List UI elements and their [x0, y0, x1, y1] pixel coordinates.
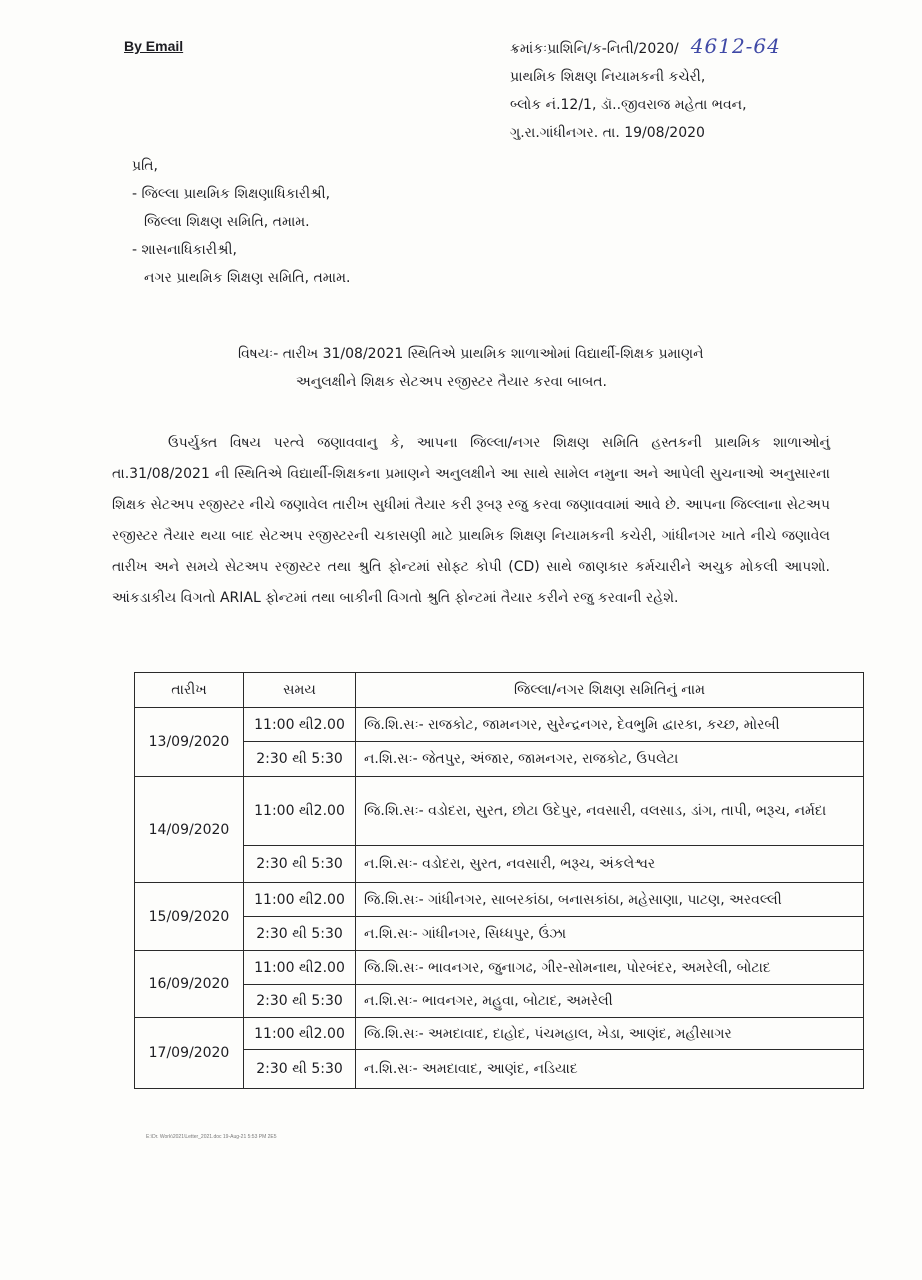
handwritten-number: 4612-64	[690, 34, 781, 58]
recipient-line: - જિલ્લા પ્રાથમિક શિક્ષણાધિકારીશ્રી,	[132, 186, 331, 202]
subject-line: વિષયઃ- તારીખ 31/08/2021 સ્થિતિએ પ્રાથમિક શાળાઓમાં વિદ્યાર્થી-શિક્ષક પ્રમાણને	[238, 346, 704, 362]
time-cell: 11:00 થી2.00	[244, 777, 356, 846]
date-cell: 15/09/2020	[135, 883, 244, 951]
office-line: પ્રાથમિક શિક્ષણ નિયામકની કચેરી,	[510, 69, 706, 85]
committee-cell: ન.શિ.સઃ- વડોદરા, સુરત, નવસારી, ભરૂચ, અંકલેશ્વર	[356, 846, 864, 883]
salutation: પ્રતિ,	[132, 158, 158, 174]
committee-cell: ન.શિ.સઃ- જેતપુર, અંજાર, જામનગર, રાજકોટ, ઉપલેટા	[356, 742, 864, 777]
body-paragraph-block	[112, 428, 830, 614]
reference-number: ક્રમાંકઃપ્રાશિનિ/ક-નિતી/2020/	[510, 41, 679, 57]
table-row	[135, 708, 864, 742]
recipient-line: - શાસનાધિકારીશ્રી,	[132, 242, 237, 258]
date-cell: 14/09/2020	[135, 777, 244, 883]
reference-line	[510, 32, 910, 63]
by-email-label: By Email	[124, 38, 184, 54]
committee-cell: જિ.શિ.સઃ- રાજકોટ, જામનગર, સુરેન્દ્રનગર, દેવભુમિ દ્વારકા, કચ્છ, મોરબી	[356, 708, 864, 742]
subject-block	[238, 340, 878, 396]
recipient-line: નગર પ્રાથમિક શિક્ષણ સમિતિ, તમામ.	[144, 270, 351, 286]
time-cell: 2:30 થી 5:30	[244, 917, 356, 951]
committee-cell: ન.શિ.સઃ- અમદાવાદ, આણંદ, નડિયાદ	[356, 1050, 864, 1089]
date-cell: 16/09/2020	[135, 951, 244, 1018]
recipients-block	[132, 152, 350, 292]
time-cell: 2:30 થી 5:30	[244, 1050, 356, 1089]
table-row	[135, 985, 864, 1018]
office-address-block	[510, 32, 910, 147]
committee-cell: જિ.શિ.સઃ- ભાવનગર, જુનાગઢ, ગીર-સોમનાથ, પોરબંદર, અમરેલી, બોટાદ	[356, 951, 864, 985]
body-paragraph: ઉપર્યુક્ત વિષય પરત્વે જણાવવાનુ કે, આપના જિલ્લા/નગર શિક્ષણ સમિતિ હસ્તકની પ્રાથમિક શાળાઓનું તા.31/08/2021 ની સ્થિતિએ વિદ્યાર્થી-શિક્ષકના પ્રમાણને અનુલક્ષીને આ સાથે સામેલ નમુના અને આપેલી સુચનાઓ અનુસારના શિક્ષક સેટઅપ રજીસ્ટર નીચે જણાવેલ તારીખ સુધીમાં તૈયાર કરી રૂબરૂ રજુ કરવા જણાવવામાં આવે છે. આપના જિલ્લાના સેટઅપ રજીસ્ટર તૈયાર થયા બાદ સેટઅપ રજીસ્ટરની ચકાસણી માટે પ્રાથમિક શિક્ષણ નિયામકની કચેરી, ગાંધીનગર ખાતે નીચે જણાવેલ તારીખ અને સમયે સેટઅપ રજીસ્ટર તથા શ્રુતિ ફોન્ટમાં સોફ્ટ કોપી (CD) સાથે જાણકાર કર્મચારીને અચુક મોકલી આપશો. આંકડાકીય વિગતો ARIAL ફોન્ટમાં તથા બાકીની વિગતો શ્રુતિ ફોન્ટમાં તૈયાર કરીને રજુ કરવાની રહેશે.	[112, 435, 830, 606]
schedule-table	[134, 672, 864, 1089]
time-cell: 11:00 થી2.00	[244, 1018, 356, 1050]
table-row	[135, 951, 864, 985]
time-cell: 2:30 થી 5:30	[244, 985, 356, 1018]
table-row	[135, 777, 864, 846]
time-cell: 11:00 થી2.00	[244, 951, 356, 985]
committee-cell: ન.શિ.સઃ- ગાંધીનગર, સિધ્ધપુર, ઉંઝા	[356, 917, 864, 951]
time-cell: 11:00 થી2.00	[244, 708, 356, 742]
date-cell: 13/09/2020	[135, 708, 244, 777]
committee-cell: ન.શિ.સઃ- ભાવનગર, મહુવા, બોટાદ, અમરેલી	[356, 985, 864, 1018]
header-time: સમય	[244, 673, 356, 708]
committee-cell: જિ.શિ.સઃ- વડોદરા, સુરત, છોટા ઉદેપુર, નવસારી, વલસાડ, ડાંગ, તાપી, ભરૂચ, નર્મદા	[356, 777, 864, 846]
header-date: તારીખ	[135, 673, 244, 708]
committee-cell: જિ.શિ.સઃ- અમદાવાદ, દાહોદ, પંચમહાલ, ખેડા, આણંદ, મહીસાગર	[356, 1018, 864, 1050]
header-committee: જિલ્લા/નગર શિક્ષણ સમિતિનું નામ	[356, 673, 864, 708]
office-date-line: ગુ.રા.ગાંધીનગર. તા. 19/08/2020	[510, 125, 705, 141]
table-row	[135, 1050, 864, 1089]
time-cell: 2:30 થી 5:30	[244, 742, 356, 777]
table-row	[135, 846, 864, 883]
date-cell: 17/09/2020	[135, 1018, 244, 1089]
recipient-line: જિલ્લા શિક્ષણ સમિતિ, તમામ.	[144, 214, 310, 230]
time-cell: 11:00 થી2.00	[244, 883, 356, 917]
time-cell: 2:30 થી 5:30	[244, 846, 356, 883]
table-row	[135, 742, 864, 777]
table-header-row	[135, 673, 864, 708]
file-path-footer: E:\Dr. Work\2021\Letter_2021.doc 19-Aug-21 5:53 PM 2E5	[146, 1134, 277, 1140]
table-row	[135, 883, 864, 917]
committee-cell: જિ.શિ.સઃ- ગાંધીનગર, સાબરકાંઠા, બનાસકાંઠા, મહેસાણા, પાટણ, અરવલ્લી	[356, 883, 864, 917]
office-line: બ્લોક નં.12/1, ડૉ..જીવરાજ મહેતા ભવન,	[510, 97, 747, 113]
table-row	[135, 1018, 864, 1050]
table-row	[135, 917, 864, 951]
subject-line: અનુલક્ષીને શિક્ષક સેટઅપ રજીસ્ટર તૈયાર કરવા બાબત.	[296, 374, 607, 390]
